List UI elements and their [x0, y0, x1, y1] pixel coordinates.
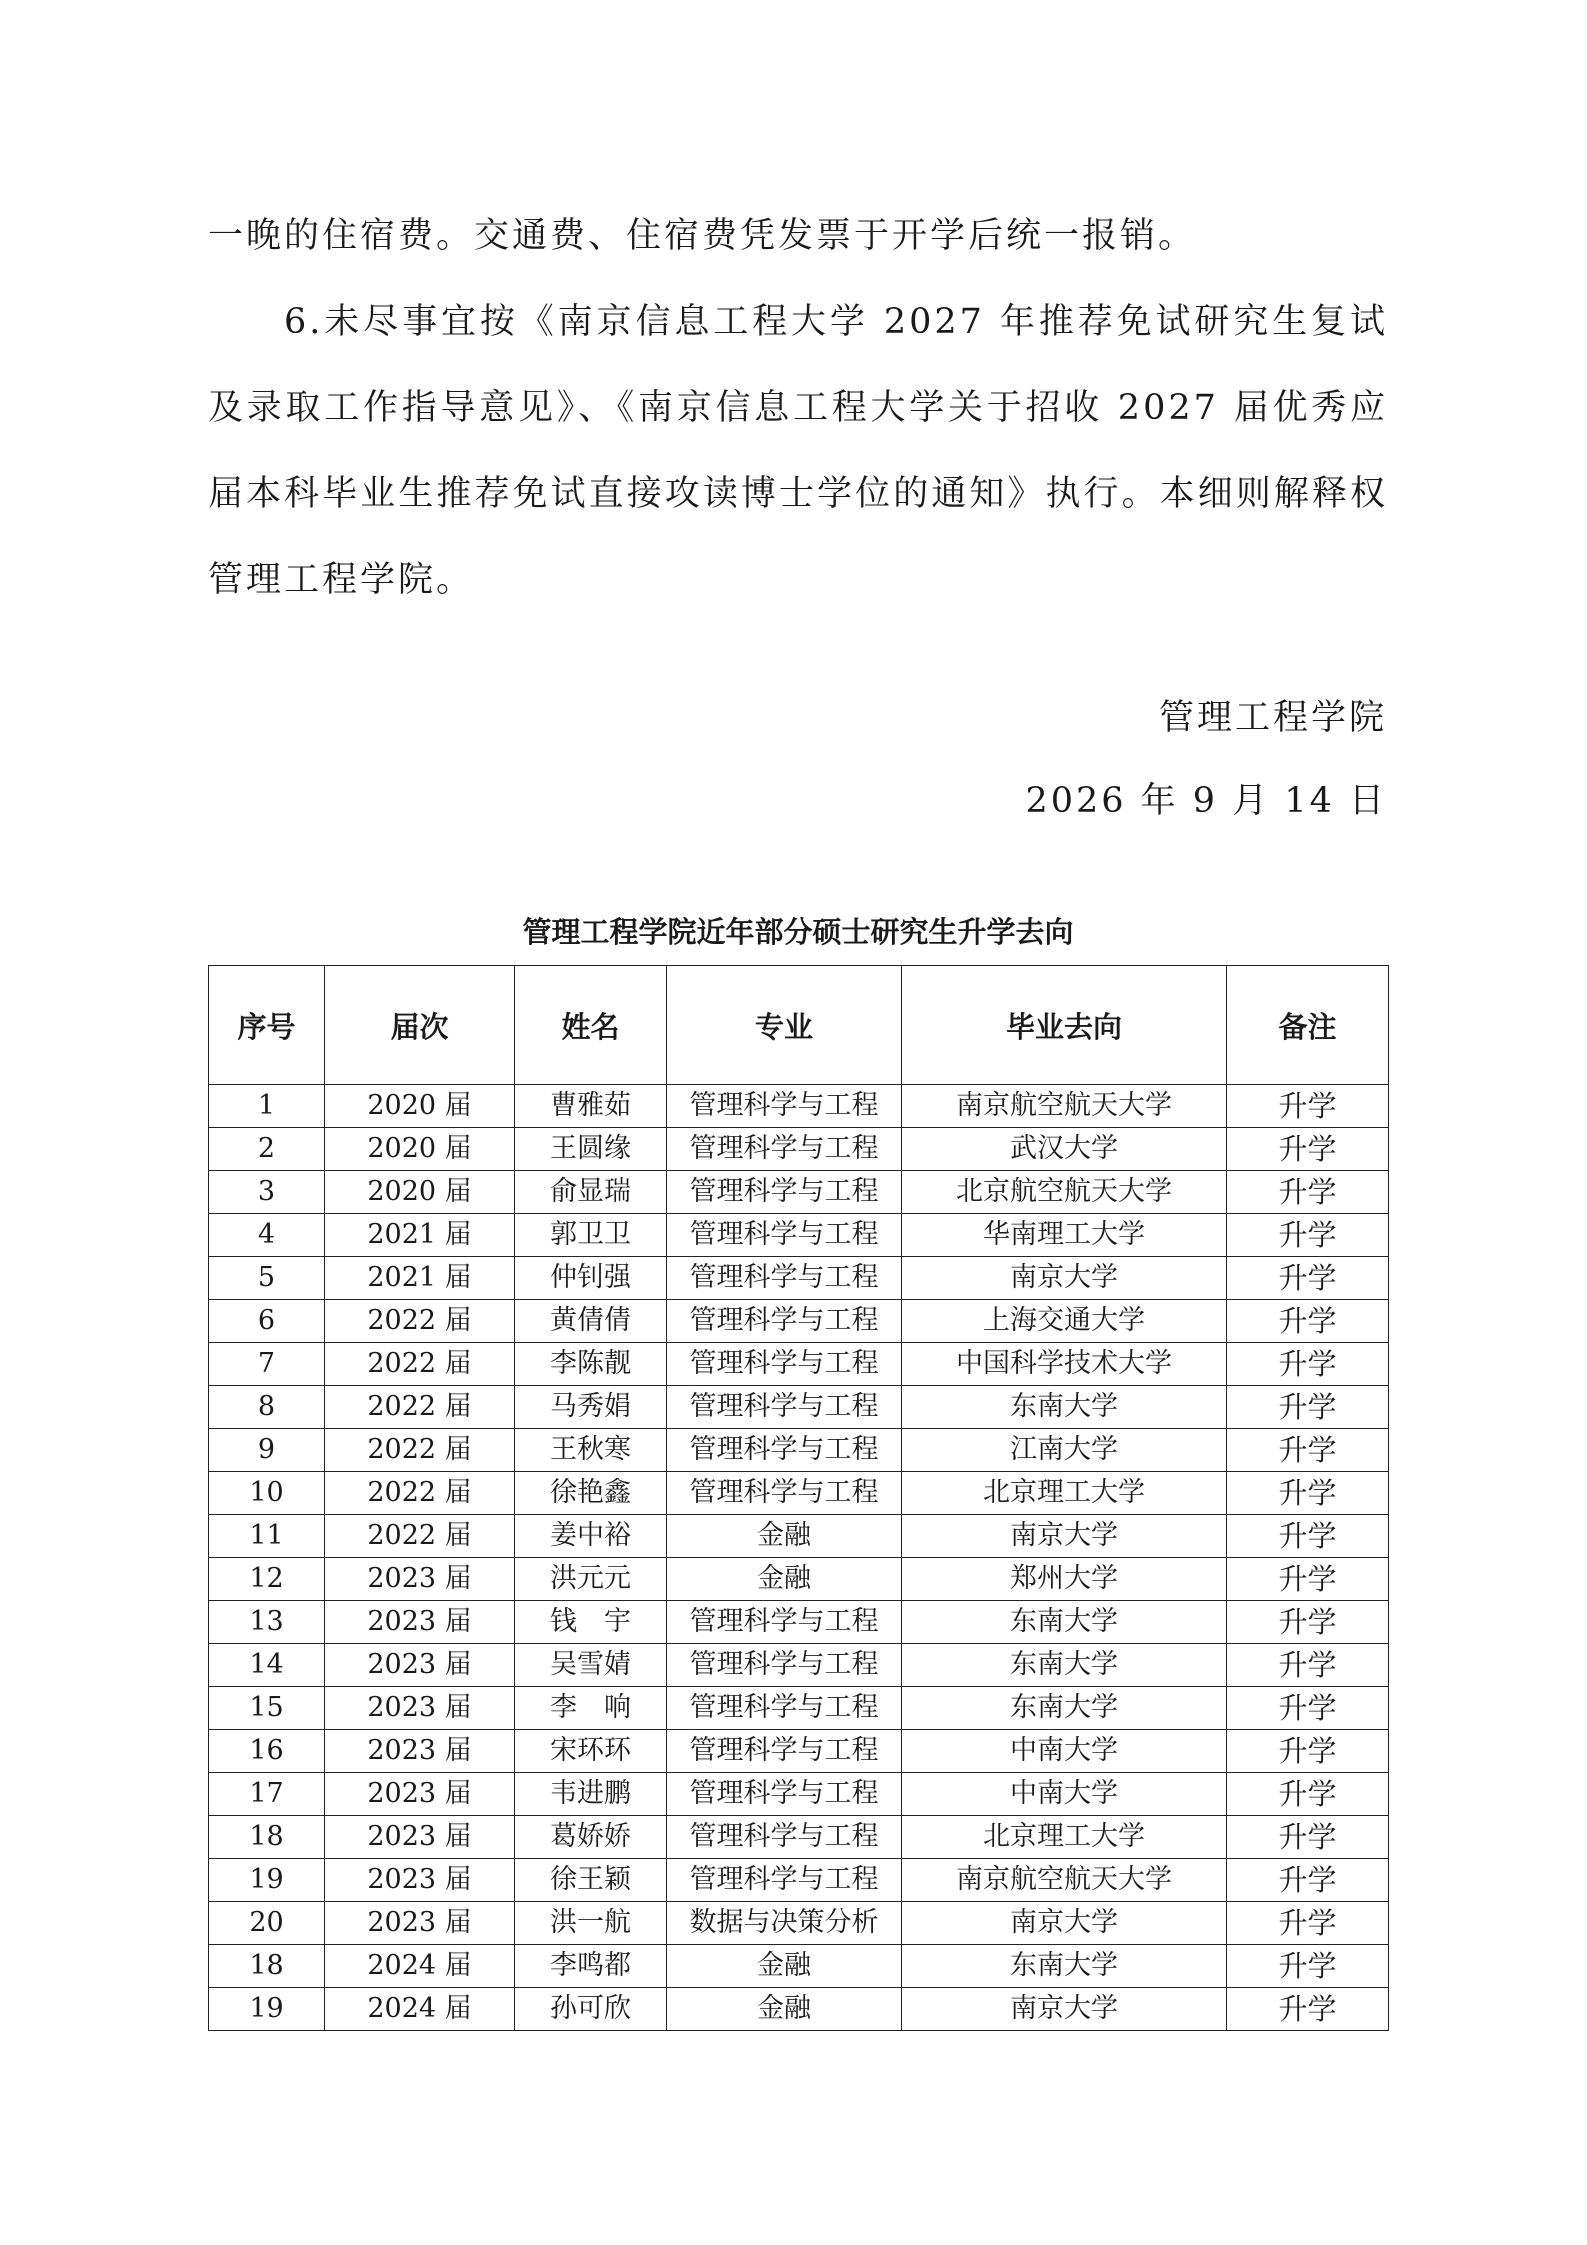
row-name: 曹雅茹	[515, 1085, 667, 1128]
row-index: 18	[209, 1945, 325, 1988]
row-destination: 东南大学	[902, 1945, 1227, 1988]
row-note: 升学	[1227, 1558, 1389, 1601]
row-destination: 东南大学	[902, 1601, 1227, 1644]
row-cohort: 2020 届	[325, 1171, 515, 1214]
row-destination: 南京大学	[902, 1988, 1227, 2031]
row-destination: 南京大学	[902, 1902, 1227, 1945]
header-cohort: 届次	[325, 966, 515, 1085]
row-destination: 东南大学	[902, 1644, 1227, 1687]
row-major: 管理科学与工程	[667, 1343, 902, 1386]
row-major: 管理科学与工程	[667, 1601, 902, 1644]
row-major: 金融	[667, 1988, 902, 2031]
row-name: 仲钊强	[515, 1257, 667, 1300]
header-destination: 毕业去向	[902, 966, 1227, 1085]
row-note: 升学	[1227, 1515, 1389, 1558]
table-row	[209, 1214, 1389, 1257]
row-destination: 上海交通大学	[902, 1300, 1227, 1343]
table-row	[209, 1816, 1389, 1859]
row-name: 洪一航	[515, 1902, 667, 1945]
row-note: 升学	[1227, 1429, 1389, 1472]
row-note: 升学	[1227, 1945, 1389, 1988]
table-row	[209, 1515, 1389, 1558]
table-row	[209, 1644, 1389, 1687]
row-destination: 南京航空航天大学	[902, 1085, 1227, 1128]
row-major: 管理科学与工程	[667, 1257, 902, 1300]
row-note: 升学	[1227, 1816, 1389, 1859]
row-index: 12	[209, 1558, 325, 1601]
row-major: 管理科学与工程	[667, 1171, 902, 1214]
row-destination: 中南大学	[902, 1773, 1227, 1816]
row-name: 韦进鹏	[515, 1773, 667, 1816]
row-note: 升学	[1227, 1085, 1389, 1128]
row-name: 徐艳鑫	[515, 1472, 667, 1515]
header-index: 序号	[209, 966, 325, 1085]
row-index: 16	[209, 1730, 325, 1773]
row-destination: 华南理工大学	[902, 1214, 1227, 1257]
row-cohort: 2024 届	[325, 1988, 515, 2031]
table-row	[209, 1988, 1389, 2031]
row-cohort: 2023 届	[325, 1730, 515, 1773]
table-row	[209, 1902, 1389, 1945]
table-row	[209, 1687, 1389, 1730]
row-name: 孙可欣	[515, 1988, 667, 2031]
row-name: 吴雪婧	[515, 1644, 667, 1687]
row-index: 19	[209, 1859, 325, 1902]
row-index: 8	[209, 1386, 325, 1429]
table-row	[209, 1085, 1389, 1128]
row-note: 升学	[1227, 1214, 1389, 1257]
row-major: 管理科学与工程	[667, 1773, 902, 1816]
row-destination: 南京航空航天大学	[902, 1859, 1227, 1902]
row-cohort: 2021 届	[325, 1214, 515, 1257]
row-destination: 江南大学	[902, 1429, 1227, 1472]
row-name: 马秀娟	[515, 1386, 667, 1429]
table-row	[209, 1429, 1389, 1472]
row-destination: 南京大学	[902, 1515, 1227, 1558]
table-row	[209, 1773, 1389, 1816]
row-cohort: 2023 届	[325, 1601, 515, 1644]
row-note: 升学	[1227, 1300, 1389, 1343]
row-cohort: 2023 届	[325, 1902, 515, 1945]
row-cohort: 2020 届	[325, 1085, 515, 1128]
row-note: 升学	[1227, 1730, 1389, 1773]
row-index: 3	[209, 1171, 325, 1214]
table-row	[209, 1472, 1389, 1515]
row-name: 黄倩倩	[515, 1300, 667, 1343]
row-cohort: 2022 届	[325, 1386, 515, 1429]
row-major: 管理科学与工程	[667, 1644, 902, 1687]
table-row	[209, 1257, 1389, 1300]
table-header-row	[209, 966, 1389, 1085]
row-major: 管理科学与工程	[667, 1214, 902, 1257]
row-major: 管理科学与工程	[667, 1859, 902, 1902]
row-name: 钱 宇	[515, 1601, 667, 1644]
admission-table	[208, 965, 1389, 2031]
row-destination: 北京理工大学	[902, 1472, 1227, 1515]
row-cohort: 2023 届	[325, 1816, 515, 1859]
row-name: 李陈靓	[515, 1343, 667, 1386]
row-name: 李 响	[515, 1687, 667, 1730]
row-cohort: 2023 届	[325, 1644, 515, 1687]
row-destination: 郑州大学	[902, 1558, 1227, 1601]
row-destination: 东南大学	[902, 1687, 1227, 1730]
row-note: 升学	[1227, 1859, 1389, 1902]
row-index: 20	[209, 1902, 325, 1945]
header-note: 备注	[1227, 966, 1389, 1085]
row-name: 李鸣都	[515, 1945, 667, 1988]
row-note: 升学	[1227, 1687, 1389, 1730]
row-destination: 北京航空航天大学	[902, 1171, 1227, 1214]
row-cohort: 2022 届	[325, 1343, 515, 1386]
row-index: 11	[209, 1515, 325, 1558]
row-major: 管理科学与工程	[667, 1386, 902, 1429]
table-title: 管理工程学院近年部分硕士研究生升学去向	[522, 915, 1074, 949]
signature-org: 管理工程学院	[1158, 698, 1387, 738]
table-row	[209, 1300, 1389, 1343]
table-row	[209, 1343, 1389, 1386]
row-destination: 北京理工大学	[902, 1816, 1227, 1859]
row-cohort: 2023 届	[325, 1687, 515, 1730]
body-paragraph-1: 一晚的住宿费。交通费、住宿费凭发票于开学后统一报销。	[208, 216, 1197, 256]
table-row	[209, 1859, 1389, 1902]
row-index: 1	[209, 1085, 325, 1128]
row-major: 管理科学与工程	[667, 1429, 902, 1472]
row-index: 19	[209, 1988, 325, 2031]
row-cohort: 2024 届	[325, 1945, 515, 1988]
row-major: 管理科学与工程	[667, 1085, 902, 1128]
row-index: 6	[209, 1300, 325, 1343]
row-destination: 中国科学技术大学	[902, 1343, 1227, 1386]
row-cohort: 2023 届	[325, 1773, 515, 1816]
row-name: 王圆缘	[515, 1128, 667, 1171]
row-index: 18	[209, 1816, 325, 1859]
row-destination: 东南大学	[902, 1386, 1227, 1429]
row-cohort: 2023 届	[325, 1558, 515, 1601]
row-index: 5	[209, 1257, 325, 1300]
row-note: 升学	[1227, 1988, 1389, 2031]
row-destination: 中南大学	[902, 1730, 1227, 1773]
row-cohort: 2021 届	[325, 1257, 515, 1300]
row-note: 升学	[1227, 1601, 1389, 1644]
row-name: 宋环环	[515, 1730, 667, 1773]
row-destination: 南京大学	[902, 1257, 1227, 1300]
row-major: 金融	[667, 1558, 902, 1601]
row-note: 升学	[1227, 1128, 1389, 1171]
table-row	[209, 1601, 1389, 1644]
row-major: 管理科学与工程	[667, 1300, 902, 1343]
row-cohort: 2022 届	[325, 1515, 515, 1558]
row-index: 14	[209, 1644, 325, 1687]
row-note: 升学	[1227, 1472, 1389, 1515]
row-index: 13	[209, 1601, 325, 1644]
row-name: 徐王颖	[515, 1859, 667, 1902]
row-index: 7	[209, 1343, 325, 1386]
row-major: 管理科学与工程	[667, 1472, 902, 1515]
row-cohort: 2022 届	[325, 1429, 515, 1472]
table-row	[209, 1730, 1389, 1773]
table-row	[209, 1128, 1389, 1171]
table-row	[209, 1171, 1389, 1214]
row-note: 升学	[1227, 1386, 1389, 1429]
header-name: 姓名	[515, 966, 667, 1085]
row-note: 升学	[1227, 1773, 1389, 1816]
row-index: 10	[209, 1472, 325, 1515]
table-row	[209, 1386, 1389, 1429]
row-destination: 武汉大学	[902, 1128, 1227, 1171]
row-note: 升学	[1227, 1257, 1389, 1300]
row-name: 姜中裕	[515, 1515, 667, 1558]
row-index: 2	[209, 1128, 325, 1171]
row-name: 洪元元	[515, 1558, 667, 1601]
row-major: 管理科学与工程	[667, 1730, 902, 1773]
row-note: 升学	[1227, 1343, 1389, 1386]
row-note: 升学	[1227, 1644, 1389, 1687]
row-cohort: 2020 届	[325, 1128, 515, 1171]
row-major: 管理科学与工程	[667, 1128, 902, 1171]
row-major: 管理科学与工程	[667, 1687, 902, 1730]
signature-date: 2026 年 9 月 14 日	[1025, 781, 1387, 821]
row-major: 金融	[667, 1515, 902, 1558]
row-name: 王秋寒	[515, 1429, 667, 1472]
body-paragraph-2: 6.未尽事宜按《南京信息工程大学 2027 年推荐免试研究生复试及录取工作指导意见》、《南京信息工程大学关于招收 2027 届优秀应届本科毕业生推荐免试直接攻读博士学位的通知》执行。本细则解释权管理工程学院。	[208, 302, 1388, 600]
row-name: 郭卫卫	[515, 1214, 667, 1257]
row-note: 升学	[1227, 1171, 1389, 1214]
header-major: 专业	[667, 966, 902, 1085]
row-name: 葛娇娇	[515, 1816, 667, 1859]
row-cohort: 2023 届	[325, 1859, 515, 1902]
row-index: 15	[209, 1687, 325, 1730]
table-row	[209, 1558, 1389, 1601]
row-major: 金融	[667, 1945, 902, 1988]
table-row	[209, 1945, 1389, 1988]
row-index: 9	[209, 1429, 325, 1472]
row-index: 4	[209, 1214, 325, 1257]
row-major: 管理科学与工程	[667, 1816, 902, 1859]
row-cohort: 2022 届	[325, 1472, 515, 1515]
row-note: 升学	[1227, 1902, 1389, 1945]
row-name: 俞显瑞	[515, 1171, 667, 1214]
table-body	[209, 1085, 1389, 2031]
row-index: 17	[209, 1773, 325, 1816]
row-cohort: 2022 届	[325, 1300, 515, 1343]
row-major: 数据与决策分析	[667, 1902, 902, 1945]
